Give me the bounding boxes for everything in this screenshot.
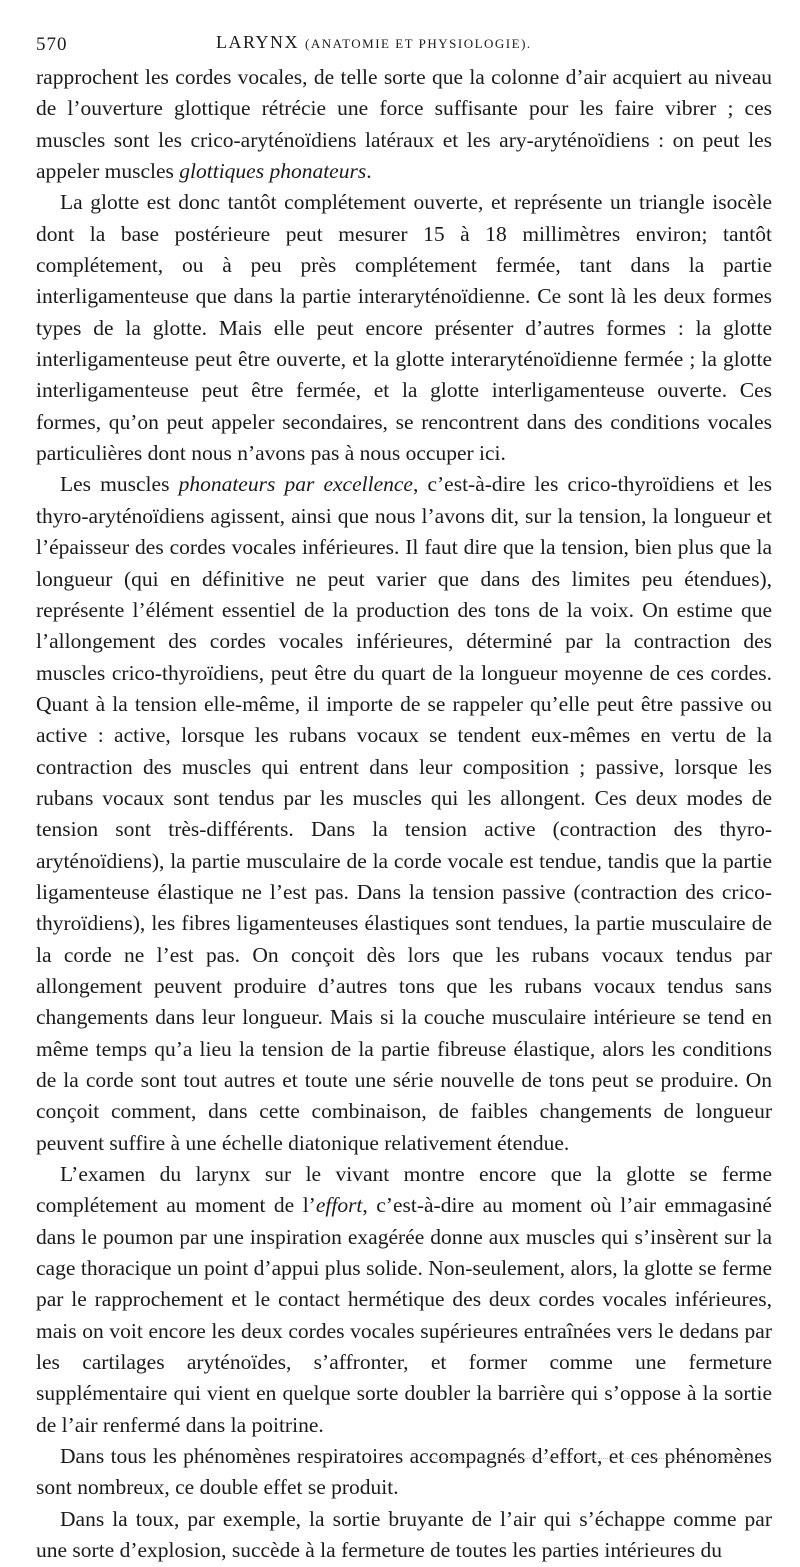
italic-text-run: effort [315, 1193, 363, 1218]
italic-text-run: glottiques phonateurs [179, 159, 367, 184]
page-header [36, 26, 772, 62]
book-page [36, 26, 772, 1567]
paragraph-5 [36, 1441, 772, 1504]
paragraph-1 [36, 62, 772, 187]
text-run: La glotte est donc tantôt complétement ouverte, et représente un triangle isocèle dont la base postérieure peut mesurer 15 à 18 millimètres environ; tantôt complétement, ou à peu près complétement fermée, tant dans la partie interligamenteuse que dans la partie interaryténoïdienne. Ce sont là les deux formes types de la glotte. Mais elle peut encore présenter d’autres formes : la glotte interligamenteuse peut être ouverte, et la glotte interaryténoïdienne fermée ; la glotte interligamenteuse peut être fermée, et la glotte interligamenteuse ouverte. Ces formes, qu’on peut appeler secondaires, se rencontrent dans des conditions vocales particulières dont nous n’avons pas à nous occuper ici. [36, 190, 772, 466]
paragraph-2 [36, 187, 772, 469]
paragraph-3 [36, 469, 772, 1159]
running-head [216, 32, 532, 53]
page-bottom-rule [430, 1458, 760, 1461]
body-text [36, 62, 772, 1567]
running-head-subtitle: (ANATOMIE ET PHYSIOLOGIE). [305, 36, 532, 51]
text-run: L’examen du larynx sur le vivant montre encore que la glotte se ferme complétement au moment de l’ [36, 1162, 772, 1218]
italic-text-run: phonateurs par excellence [178, 472, 413, 497]
text-run: rapprochent les cordes vocales, de telle sorte que la colonne d’air acquiert au niveau de l’ouverture glottique rétrécie une force suffisante pour les faire vibrer ; ces muscles sont les crico-aryténoïdiens latéraux et les ary-aryténoïdiens : on peut les appeler muscles [36, 65, 772, 184]
paragraph-6 [36, 1504, 772, 1567]
text-run: , c’est-à-dire au moment où l’air emmagasiné dans le poumon par une inspiration exagérée donne aux muscles qui s’insèrent sur la cage thoracique un point d’appui plus solide. Non-seulement, alors, la glotte se ferme par le rapprochement et le contact hermétique des deux cordes vocales inférieures, mais on voit encore les deux cordes vocales supérieures entraînées vers le dedans par les cartilages aryténoïdes, s’affronter, et former comme une fermeture supplémentaire qui vient en quelque sorte doubler la barrière qui s’oppose à la sortie de l’air renfermé dans la poitrine. [36, 1193, 772, 1437]
paragraph-4 [36, 1159, 772, 1441]
page-number: 570 [36, 34, 68, 55]
running-head-title: LARYNX [216, 32, 300, 52]
text-run: Dans tous les phénomènes respiratoires accompagnés d’effort, et ces phénomènes sont nombreux, ce double effet se produit. [36, 1444, 772, 1500]
text-run: Les muscles [60, 472, 179, 497]
text-run: Dans la toux, par exemple, la sortie bruyante de l’air qui s’échappe comme par une sorte d’explosion, succède à la fermeture de toutes les parties intérieures du [36, 1506, 772, 1563]
text-run: . [366, 159, 372, 184]
text-run: , c’est-à-dire les crico-thyroïdiens et les thyro-aryténoïdiens agissent, ainsi que nous l’avons dit, sur la tension, la longueur et l’épaisseur des cordes vocales inférieures. Il faut dire que la tension, bien plus que la longueur (qui en définitive ne peut varier que dans des limites peu étendues), représente l’élément essentiel de la production des tons de la voix. On estime que l’allongement des cordes vocales inférieures, déterminé par la contraction des muscles crico-thyroïdiens, peut être du quart de la longueur moyenne de ces cordes. Quant à la tension elle-même, il importe de se rappeler qu’elle peut être passive ou active : active, lorsque les rubans vocaux se tendent eux-mêmes en vertu de la contraction des muscles qui entrent dans leur composition ; passive, lorsque les rubans vocaux sont tendus par les muscles qui les allongent. Ces deux modes de tension sont très-différents. Dans la tension active (contraction des thyro-aryténoïdiens), la partie musculaire de la corde vocale est tendue, tandis que la partie ligamenteuse élastique ne l’est pas. Dans la tension passive (contraction des crico-thyroïdiens), les fibres ligamenteuses élastiques sont tendues, la partie musculaire de la corde ne l’est pas. On conçoit dès lors que les rubans vocaux tendus par allongement peuvent produire d’autres tons que les rubans vocaux tendus sans changements dans leur longueur. Mais si la couche musculaire intérieure se tend en même temps qu’a lieu la tension de la partie fibreuse élastique, alors les conditions de la corde sont tout autres et toute une série nouvelle de tons peut se produire. On conçoit comment, dans cette combinaison, de faibles changements de longueur peuvent suffire à une échelle diatonique relativement étendue. [36, 472, 772, 1155]
